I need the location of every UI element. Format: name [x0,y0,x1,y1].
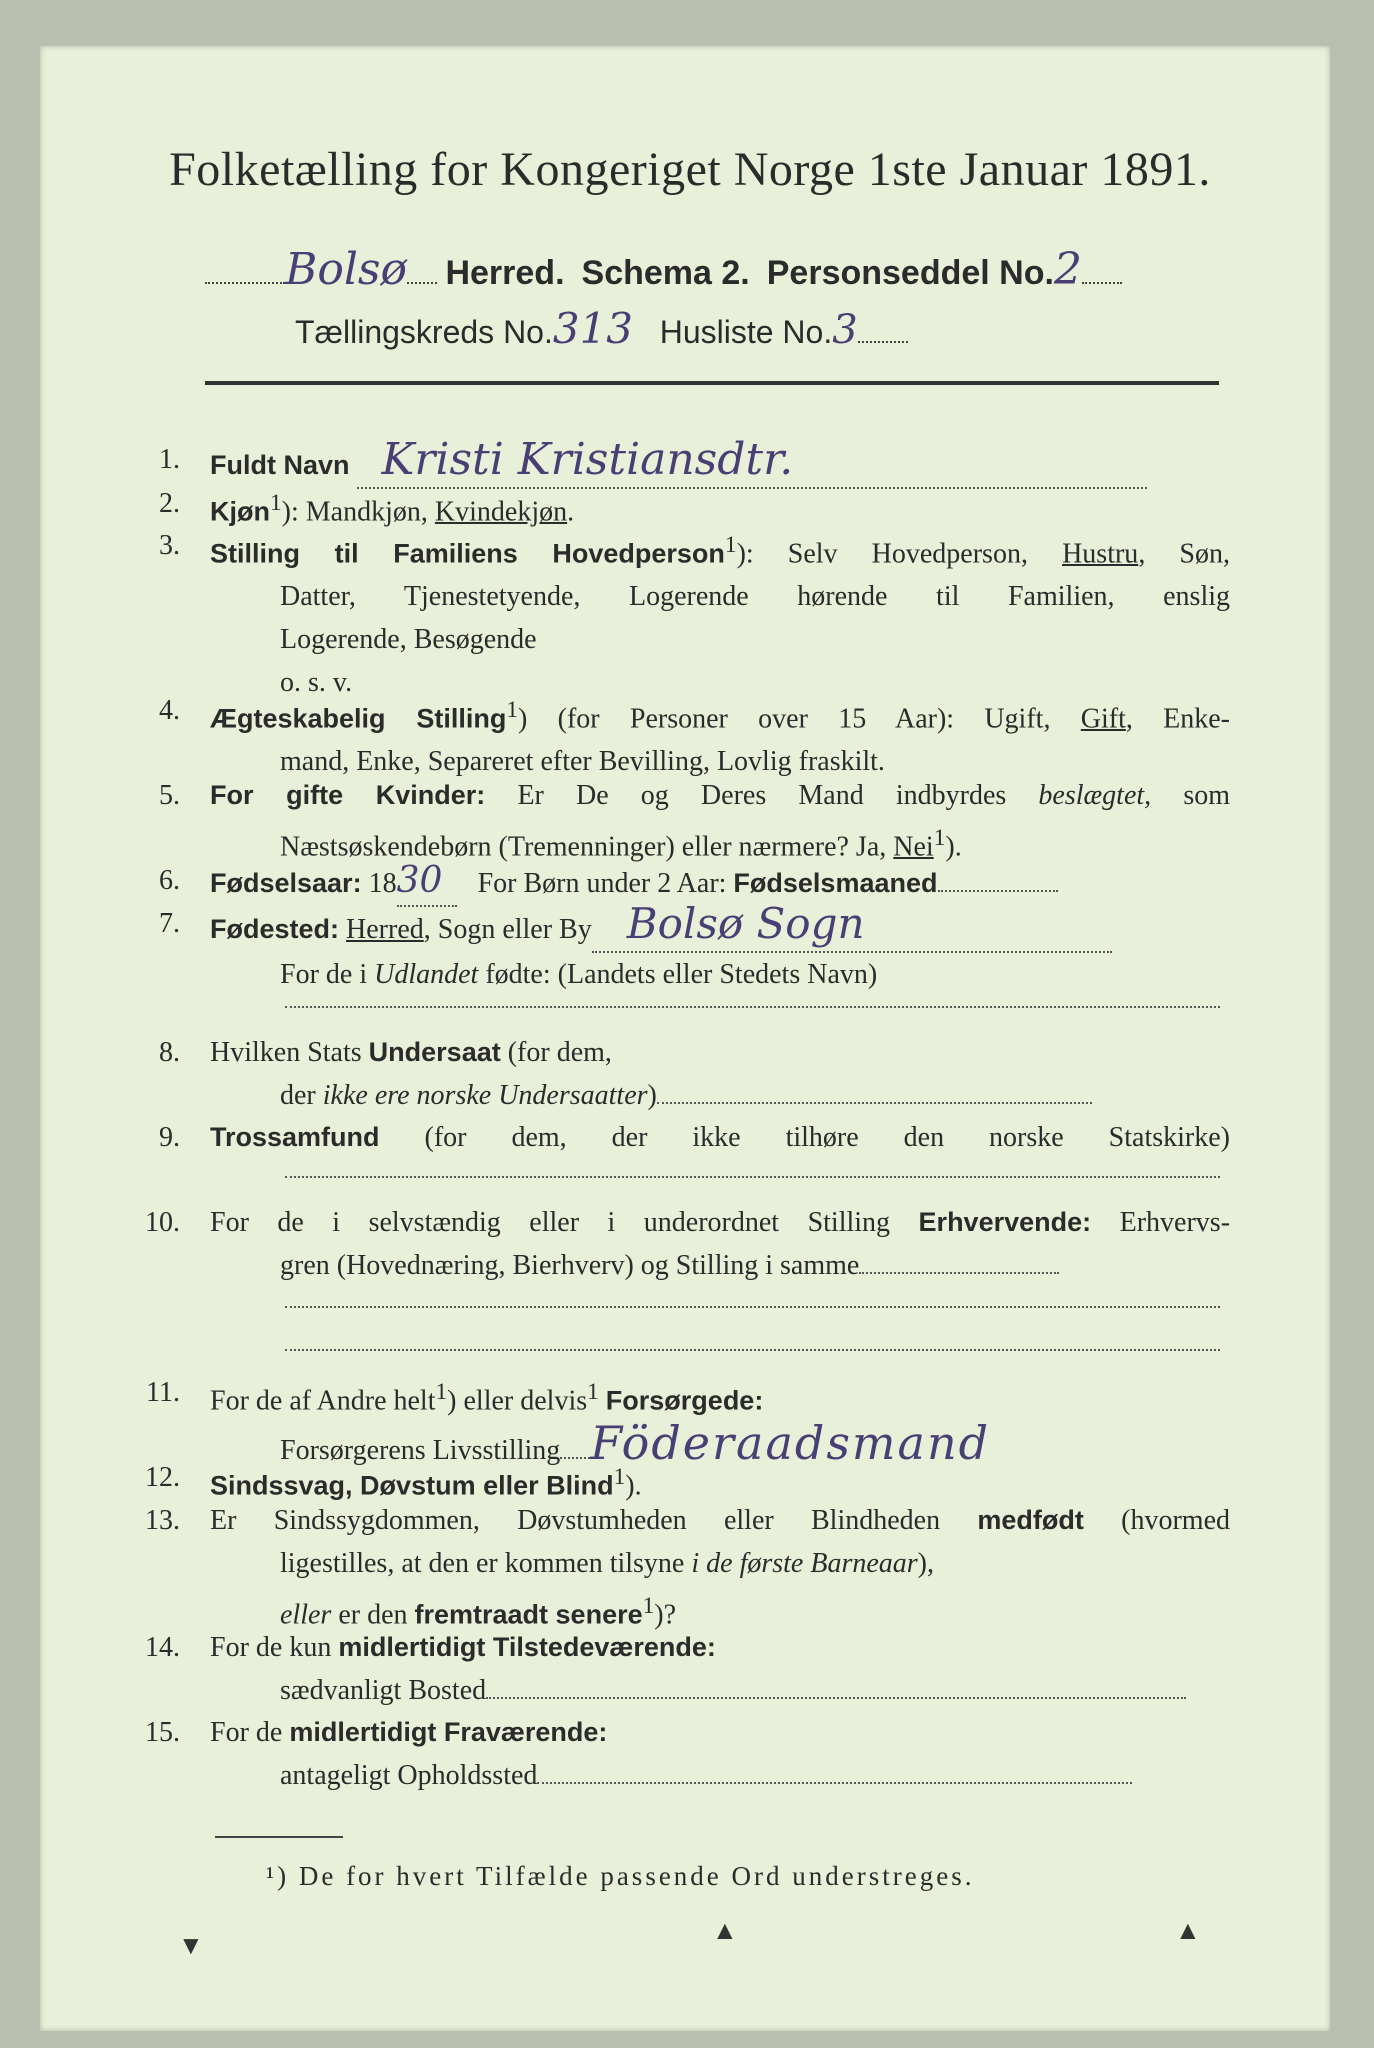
item-text: . [567,496,575,528]
item-text: sædvanligt Bosted [280,1675,487,1706]
birthplace-value: Bolsø Sogn [626,899,865,948]
footnote-rule [215,1836,343,1838]
item-text: ikke ere norske Undersaatter [322,1080,648,1111]
form-title: Folketælling for Kongeriget Norge 1ste Januar 1891. [169,143,1211,196]
herred-line [205,244,1122,295]
provider-occupation-value: Föderaadsmand [590,1416,991,1471]
item-text: Næstsøskendebørn (Tremenninger) eller nærmere? Ja, [280,831,887,863]
item-3 [159,524,1230,704]
item-label: Fødselsmaaned [733,868,938,898]
item-text: For de i selvstændig eller i underordnet Stilling [210,1207,891,1238]
herred-value: Bolsø [285,244,407,295]
underlined-option: Herred [346,914,424,945]
item-4 [159,689,1231,783]
item-text: 18 [368,868,397,899]
item-label: midlertidigt Fraværende: [289,1717,608,1747]
item-text: ): Selv Hovedperson, [736,538,1028,570]
item-text: For de i [280,959,368,990]
kreds-label: Tællingskreds No. [295,314,553,350]
item-text: ). [945,831,962,863]
item-label: For gifte Kvinder: [210,780,486,810]
underlined-option: Kvindekjøn [434,496,568,528]
item-text: beslægtet, [1038,780,1152,811]
underlined-option: Hustru [1062,538,1139,570]
item-13 [145,1499,1231,1636]
sup-mark: 1 [435,1379,448,1405]
item-15 [145,1711,1230,1797]
personseddel-value: 2 [1053,244,1082,295]
schema-label: Schema 2. [581,254,750,292]
item-text: (for dem, [507,1037,612,1068]
fill-line [285,1306,1220,1308]
item-text: ligestilles, at den er kommen tilsyne [280,1548,685,1579]
item-number: 15. [145,1717,180,1748]
item-label: Fødselsaar: [210,868,362,898]
sup-mark: 1 [270,490,282,516]
item-label: Sindssvag, Døvstum eller Blind [210,1470,614,1501]
item-text: Erhvervs- [1119,1207,1231,1238]
item-text: Udlandet [374,959,479,990]
item-text: Datter, Tjenestetyende, Logerende hørende til Familien, enslig [280,581,1230,613]
item-text: )? [654,1599,677,1631]
item-text: Hvilken Stats [210,1037,362,1068]
item-text: ) [647,1080,657,1111]
form-sheet [40,46,1330,2031]
item-text: Er De og Deres Mand indbyrdes [517,780,1007,811]
item-number: 9. [159,1122,180,1153]
item-text: ): Mandkjøn, [281,496,435,528]
item-text: o. s. v. [280,667,353,699]
item-number: 11. [146,1377,180,1408]
item-label: Ægteskabelig Stilling [210,703,507,734]
item-text: For de kun [210,1632,332,1663]
registration-mark-icon: ▼ [178,1931,204,1960]
item-number: 10. [145,1207,180,1238]
item-text: fødte: (Landets eller Stedets Navn) [485,959,878,990]
item-label: Kjøn [210,496,270,527]
item-text: , Søn, [1138,538,1230,570]
registration-mark-icon: ▲ [1175,1916,1201,1945]
kreds-line [295,304,908,353]
item-text: , Sogn eller By [423,914,592,945]
personseddel-label: Personseddel No. [766,254,1054,292]
item-text: ). [625,1470,642,1502]
fill-line [285,1176,1220,1178]
item-7 [159,899,1230,996]
underlined-option: Gift [1080,703,1126,735]
kreds-value: 313 [552,304,634,353]
item-label: Stilling til Familiens Hovedperson [210,538,725,569]
item-label: Forsørgede: [605,1385,764,1416]
item-text: ) (for Personer over 15 Aar): Ugift, [518,703,1051,735]
item-text: (for dem, der ikke tilhøre den norske Statskirke) [424,1122,1230,1153]
item-number: 8. [159,1037,180,1068]
item-label: medfødt [977,1505,1084,1535]
item-text: i de første Barneaar [691,1548,918,1579]
header-rule [205,381,1219,385]
item-14 [145,1626,1230,1712]
item-number: 3. [159,530,180,561]
item-label: Fødested: [210,914,340,944]
item-label: Undersaat [368,1037,501,1067]
item-text: er den [338,1599,408,1631]
item-text: Logerende, Besøgende [280,624,537,656]
item-text: (hvormed [1121,1505,1231,1536]
item-number: 5. [159,780,180,811]
item-label: Fuldt Navn [210,450,350,480]
item-label: midlertidigt Tilstedeværende: [338,1632,716,1662]
item-number: 7. [159,908,180,939]
herred-label: Herred. [445,254,565,292]
item-text: ) eller delvis [447,1385,588,1417]
sup-mark: 1 [613,1464,626,1490]
item-text: For de [210,1717,283,1748]
fill-line [285,1006,1220,1008]
item-text: Er Sindssygdommen, Døvstumheden eller Blindheden [210,1505,941,1536]
item-8 [159,1031,1230,1117]
full-name-value: Kristi Kristiansdtr. [381,434,794,485]
item-5 [159,774,1230,868]
item-text: antageligt Opholdssted [280,1760,538,1791]
husliste-value: 3 [832,307,858,353]
item-text: For de af Andre helt [210,1385,436,1417]
underlined-option: Nei [893,831,934,863]
item-text: mand, Enke, Separeret efter Bevilling, Lovlig fraskilt. [280,746,885,778]
item-text: Forsørgerens Livsstilling [280,1435,561,1467]
sup-mark: 1 [506,697,519,723]
item-number: 4. [159,695,180,726]
registration-mark-icon: ▲ [712,1916,738,1945]
sup-mark: 1 [642,1593,655,1619]
item-number: 1. [159,444,180,475]
item-number: 13. [145,1505,180,1536]
item-text: For Børn under 2 Aar: [477,868,727,899]
item-text: ), [917,1548,934,1579]
husliste-label: Husliste No. [659,314,833,350]
item-text: , Enke- [1125,703,1231,735]
item-text: der [280,1080,316,1111]
fill-line [285,1349,1220,1351]
sup-mark: 1 [724,532,737,558]
item-number: 6. [159,865,180,896]
item-number: 2. [159,488,180,519]
item-label: Trossamfund [210,1122,380,1152]
item-text: gren (Hovednæring, Bierhverv) og Stilling i samme [280,1250,860,1281]
item-label: fremtraadt senere [414,1599,643,1630]
item-number: 12. [145,1462,180,1493]
sup-mark: 1 [933,825,946,851]
item-number: 14. [145,1632,180,1663]
footnote: ¹) De for hvert Tilfælde passende Ord understreges. [266,1861,975,1891]
item-10 [145,1201,1231,1287]
sup-mark: 1 [587,1379,599,1405]
item-text: som [1183,780,1230,811]
item-9 [159,1116,1230,1159]
item-label: Erhvervende: [918,1207,1092,1237]
item-text: eller [280,1599,332,1631]
birth-year-value: 30 [396,860,443,901]
